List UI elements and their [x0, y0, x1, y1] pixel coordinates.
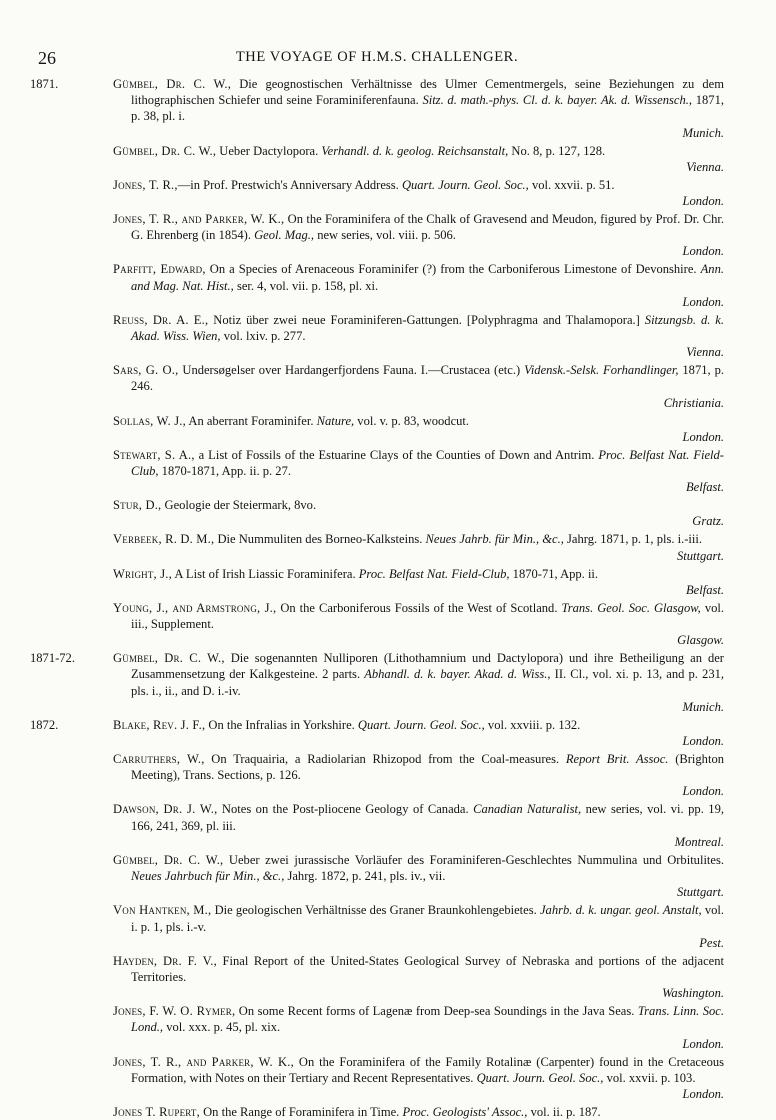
- entry-place: Gratz.: [692, 514, 724, 529]
- entry-author: Jones, F. W. O. Rymer,: [113, 1004, 236, 1019]
- entry-title: On the Range of Foraminifera in Time.: [199, 1104, 403, 1119]
- entry-year: [30, 211, 113, 260]
- entry-body: [113, 717, 724, 749]
- entry-details: Jahrg. 1872, p. 241, pls. iv., vii.: [284, 869, 446, 884]
- entry-title: Undersøgelser over Hardangerfjordens Fauna. I.—Crustacea (etc.): [178, 363, 525, 378]
- entry-author: Stewart, S. A.,: [113, 447, 195, 462]
- entry-author: Reuss, Dr. A. E.,: [113, 312, 209, 327]
- entry-details: vol. v. p. 83, woodcut.: [354, 413, 470, 428]
- entry-author: Carruthers, W.,: [113, 752, 205, 767]
- entry-year: [30, 531, 113, 563]
- entry-year: [30, 852, 113, 901]
- entry-source: Verhandl. d. k. geolog. Reichsanstalt,: [321, 143, 509, 158]
- entry-details: 1870-1871, App. ii. p. 27.: [158, 464, 291, 479]
- entry-source: Geol. Mag.,: [254, 228, 315, 243]
- entry-text: [113, 566, 724, 582]
- entry-place: Stuttgart.: [676, 885, 724, 900]
- entry-title: On the Foraminifera of the Family Rotalinæ (Carpenter) found in the Cretaceous Formation, with Notes on their Tertiary and Recent Representatives.: [131, 1054, 724, 1085]
- entry-body: [113, 447, 724, 496]
- entry-text: [113, 143, 724, 159]
- entry-text: [113, 953, 724, 985]
- entry-body: [113, 852, 724, 901]
- entry-source: Sitzungsb. d. k. Akad. Wiss. Wien,: [131, 312, 725, 344]
- entry-place: Glasgow.: [677, 633, 724, 648]
- bibliography-entry: [30, 902, 724, 951]
- entry-author: Blake, Rev. J. F.,: [113, 717, 206, 732]
- entry-author: Gümbel, Dr. C. W.,: [113, 651, 225, 666]
- entry-place: London.: [682, 734, 724, 749]
- entry-text: [113, 717, 724, 733]
- bibliography-entry: [30, 177, 724, 209]
- entry-text: [113, 600, 724, 632]
- entry-details: vol. i. p. 1, pls. i.-v.: [131, 903, 724, 934]
- entry-body: [113, 1003, 724, 1052]
- entry-body: [113, 312, 724, 361]
- entry-author: Gümbel, Dr. C. W.,: [113, 143, 217, 158]
- entry-title: Notes on the Post-pliocene Geology of Canada.: [217, 802, 474, 817]
- entry-title: On the Infralias in Yorkshire.: [205, 717, 358, 732]
- entry-place: Belfast.: [686, 582, 724, 597]
- entry-source: Neues Jahrb. für Min., &c.,: [425, 532, 564, 547]
- entry-source: Ann. and Mag. Nat. Hist.,: [131, 262, 724, 293]
- entry-details: 1871, p. 246.: [131, 363, 724, 394]
- entry-author: Jones, T. R., and Parker, W. K.,: [113, 212, 285, 227]
- entry-body: [113, 902, 724, 951]
- entry-place: London.: [682, 1036, 724, 1051]
- entry-author: Parfitt, Edward,: [113, 262, 206, 277]
- entry-year: [30, 447, 113, 496]
- entry-title: Final Report of the United-States Geological Survey of Nebraska and portions of the adjacent Territories.: [131, 953, 725, 984]
- entry-text: [113, 177, 724, 193]
- bibliography-entry: [30, 413, 724, 445]
- entry-place: Pest.: [699, 935, 724, 950]
- entry-text: [113, 751, 724, 783]
- entry-details: No. 8, p. 127, 128.: [508, 143, 606, 158]
- bibliography-entry: [30, 1054, 724, 1103]
- entry-title: Die geognostischen Verhältnisse des Ulmer Cementmergels, seine Beziehungen zu dem lithographischen Schiefer und seine Foraminiferenfauna.: [131, 77, 724, 108]
- entry-title: Ueber Dactylopora.: [216, 143, 322, 158]
- entry-body: [113, 1054, 724, 1103]
- entry-title: On a Species of Arenaceous Foraminifer (?) from the Carboniferous Limestone of Devonshire.: [205, 262, 701, 277]
- entry-year: [30, 566, 113, 598]
- entry-title: On Traquairia, a Radiolarian Rhizopod from the Coal-measures.: [204, 752, 566, 767]
- entry-body: [113, 261, 724, 310]
- bibliography-entry: [30, 76, 724, 141]
- entry-source: Neues Jahrbuch für Min., &c.,: [131, 869, 285, 884]
- entry-place: London.: [682, 784, 724, 799]
- entry-body: [113, 751, 724, 800]
- entry-title: Ueber zwei jurassische Vorläufer des Foraminiferen-Geschlechtes Nummulina und Orbitulites.: [223, 852, 724, 867]
- entry-source: Proc. Belfast Nat. Field-Club,: [358, 566, 510, 581]
- entry-year: [30, 902, 113, 951]
- entry-body: [113, 531, 724, 563]
- entry-title: On the Carboniferous Fossils of the West of Scotland.: [276, 600, 562, 615]
- entry-place: Stuttgart.: [676, 548, 724, 563]
- entry-place: London.: [682, 429, 724, 444]
- entry-source: Nature,: [316, 413, 355, 428]
- entry-place: Christiania.: [663, 395, 724, 410]
- entry-body: [113, 650, 724, 715]
- bibliography-entry: [30, 531, 724, 563]
- bibliography-entry: [30, 801, 724, 850]
- entry-author: Gümbel, Dr. C. W.,: [113, 852, 224, 867]
- entry-details: vol. xxvii. p. 51.: [528, 177, 615, 192]
- entry-year: [30, 143, 113, 175]
- entry-details: ser. 4, vol. vii. p. 158, pl. xi.: [233, 278, 379, 293]
- entry-details: II. Cl., vol. xi. p. 13, and p. 231, pls. i., ii., and D. i.-iv.: [131, 667, 725, 698]
- entry-author: Jones, T. R., and Parker, W. K.,: [113, 1054, 294, 1069]
- bibliography-list: [30, 76, 724, 1120]
- entry-place: Munich.: [682, 125, 724, 140]
- entry-source: Quart. Journ. Geol. Soc.,: [476, 1070, 604, 1085]
- entry-place: London.: [682, 294, 724, 309]
- bibliography-entry: [30, 650, 724, 715]
- entry-place: Vienna.: [686, 159, 724, 174]
- entry-source: Canadian Naturalist,: [473, 802, 582, 817]
- entry-year: [30, 600, 113, 649]
- entry-place: London.: [682, 1086, 724, 1101]
- entry-source: Proc. Geologists' Assoc.,: [402, 1104, 528, 1119]
- entry-text: [113, 362, 724, 394]
- entry-body: [113, 362, 724, 411]
- entry-title: Notiz über zwei neue Foraminiferen-Gattungen. [Polyphragma and Thalamopora.]: [208, 312, 645, 327]
- entry-year: [30, 1104, 113, 1120]
- bibliography-entry: [30, 1003, 724, 1052]
- entry-year: [30, 413, 113, 445]
- entry-year: [30, 312, 113, 361]
- entry-author: Gümbel, Dr. C. W.,: [113, 77, 232, 91]
- entry-text: [113, 902, 724, 934]
- entry-place: Vienna.: [686, 345, 724, 360]
- entry-title: On some Recent forms of Lagenæ from Deep-sea Soundings in the Java Seas.: [235, 1004, 638, 1019]
- bibliography-entry: [30, 447, 724, 496]
- entry-source: Sitz. d. math.-phys. Cl. d. k. bayer. Ak. d. Wissensch.,: [422, 93, 693, 108]
- entry-source: Proc. Belfast Nat. Field-Club,: [131, 447, 724, 479]
- entry-title: Die sogenannten Nulliporen (Lithothamnium und Dactylopora) und ihre Betheiligung an der Zusammensetzung der Kalkgesteine. 2 parts.: [131, 651, 724, 682]
- bibliography-entry: [30, 953, 724, 1002]
- entry-place: Belfast.: [686, 480, 724, 495]
- entry-author: Young, J., and Armstrong, J.,: [113, 600, 277, 615]
- bibliography-entry: [30, 600, 724, 649]
- entry-body: [113, 801, 724, 850]
- entry-body: [113, 177, 724, 209]
- entry-source: Trans. Geol. Soc. Glasgow,: [561, 600, 701, 615]
- entry-author: Jones, T. R.,: [113, 177, 178, 192]
- entry-body: [113, 497, 724, 529]
- bibliography-entry: [30, 312, 724, 361]
- entry-year: 1871.: [30, 77, 59, 91]
- entry-details: vol. iii., Supplement.: [131, 600, 724, 632]
- bibliography-entry: [30, 362, 724, 411]
- entry-text: [113, 76, 724, 125]
- bibliography-entry: [30, 143, 724, 175]
- entry-text: [113, 1104, 724, 1120]
- entry-place: London.: [682, 194, 724, 209]
- entry-body: [113, 600, 724, 649]
- entry-text: [113, 312, 724, 344]
- bibliography-entry: [30, 1104, 724, 1120]
- entry-text: [113, 852, 724, 884]
- entry-details: (Brighton Meeting), Trans. Sections, p. 126.: [131, 752, 724, 783]
- page-header: [30, 38, 724, 72]
- entry-title: Die geologischen Verhältnisse des Graner Braunkohlengebietes.: [211, 903, 540, 918]
- entry-title: Geologie der Steiermark, 8vo.: [161, 498, 317, 513]
- entry-title: Die Nummuliten des Borneo-Kalksteins.: [214, 532, 426, 547]
- entry-source: Abhandl. d. k. bayer. Akad. d. Wiss.,: [364, 667, 551, 682]
- entry-source: Jahrb. d. k. ungar. geol. Anstalt,: [539, 903, 702, 918]
- entry-author: Wright, J.,: [113, 566, 172, 581]
- entry-details: 1870-71, App. ii.: [509, 566, 599, 581]
- bibliography-entry: [30, 566, 724, 598]
- entry-text: [113, 211, 724, 243]
- entry-author: Verbeek, R. D. M.,: [113, 532, 215, 547]
- entry-text: [113, 1003, 724, 1035]
- entry-year: [30, 953, 113, 1002]
- entry-text: [113, 650, 724, 699]
- entry-title: —in Prof. Prestwich's Anniversary Address.: [177, 177, 402, 192]
- entry-source: Quart. Journ. Geol. Soc.,: [357, 717, 485, 732]
- entry-source: Report Brit. Assoc.: [565, 752, 669, 767]
- entry-details: vol. xxviii. p. 132.: [484, 717, 581, 732]
- entry-year: [30, 1054, 113, 1103]
- entry-text: [113, 447, 724, 479]
- bibliography-entry: [30, 852, 724, 901]
- entry-text: [113, 1054, 724, 1086]
- entry-title: An aberrant Foraminifer.: [185, 413, 317, 428]
- entry-year: [30, 801, 113, 850]
- entry-details: new series, vol. vi. pp. 19, 166, 241, 369, pl. iii.: [131, 802, 724, 833]
- entry-year: [30, 751, 113, 800]
- entry-text: [113, 261, 724, 293]
- entry-place: London.: [682, 244, 724, 259]
- entry-details: vol. xxx. p. 45, pl. xix.: [163, 1020, 281, 1035]
- entry-details: 1871, p. 38, pl. i.: [131, 93, 724, 124]
- entry-author: Dawson, Dr. J. W.,: [113, 802, 218, 817]
- entry-place: Washington.: [662, 986, 724, 1001]
- entry-source: Quart. Journ. Geol. Soc.,: [401, 177, 529, 192]
- entry-year: [30, 1003, 113, 1052]
- entry-author: Sollas, W. J.,: [113, 413, 186, 428]
- entry-details: vol. xxvii. p. 103.: [603, 1070, 696, 1085]
- entry-body: [113, 566, 724, 598]
- bibliography-entry: [30, 497, 724, 529]
- entry-year: [30, 362, 113, 411]
- entry-author: Hayden, Dr. F. V.,: [113, 953, 217, 968]
- entry-body: [113, 211, 724, 260]
- bibliography-entry: [30, 211, 724, 260]
- entry-year: [30, 261, 113, 310]
- entry-body: [113, 413, 724, 445]
- entry-author: Jones T. Rupert,: [113, 1104, 200, 1119]
- entry-author: Von Hantken, M.,: [113, 903, 212, 918]
- entry-author: Stur, D.,: [113, 498, 162, 513]
- entry-source: Vidensk.-Selsk. Forhandlinger,: [524, 363, 679, 378]
- bibliography-entry: [30, 751, 724, 800]
- entry-body: [113, 76, 724, 141]
- entry-text: [113, 801, 724, 833]
- entry-year: 1872.: [30, 717, 59, 732]
- entry-source: Trans. Linn. Soc. Lond.,: [131, 1004, 724, 1035]
- entry-place: Munich.: [682, 699, 724, 714]
- bibliography-entry: [30, 717, 724, 749]
- entry-details: Jahrg. 1871, p. 1, pls. i.-iii.: [563, 532, 703, 547]
- entry-year: [30, 177, 113, 209]
- entry-details: vol. lxiv. p. 277.: [220, 329, 306, 344]
- entry-text: [113, 413, 724, 429]
- entry-year: 1871-72.: [30, 651, 75, 666]
- entry-title: A List of Irish Liassic Foraminifera.: [171, 566, 359, 581]
- entry-body: [113, 143, 724, 175]
- entry-place: Montreal.: [674, 834, 724, 849]
- entry-text: [113, 531, 724, 547]
- entry-year: [30, 497, 113, 529]
- running-title: THE VOYAGE OF H.M.S. CHALLENGER.: [235, 49, 519, 65]
- bibliography-entry: [30, 261, 724, 310]
- entry-body: [113, 1104, 724, 1120]
- entry-title: On the Foraminifera of the Chalk of Gravesend and Meudon, figured by Prof. Dr. Chr. G. Ehrenberg (in 1854).: [131, 212, 724, 243]
- entry-text: [113, 497, 724, 513]
- entry-details: vol. ii. p. 187.: [527, 1104, 601, 1119]
- entry-title: a List of Fossils of the Estuarine Clays of the Counties of Down and Antrim.: [194, 447, 599, 462]
- page-number: 26: [38, 48, 56, 68]
- entry-author: Sars, G. O.,: [113, 363, 179, 378]
- entry-details: new series, vol. viii. p. 506.: [314, 228, 456, 243]
- entry-body: [113, 953, 724, 1002]
